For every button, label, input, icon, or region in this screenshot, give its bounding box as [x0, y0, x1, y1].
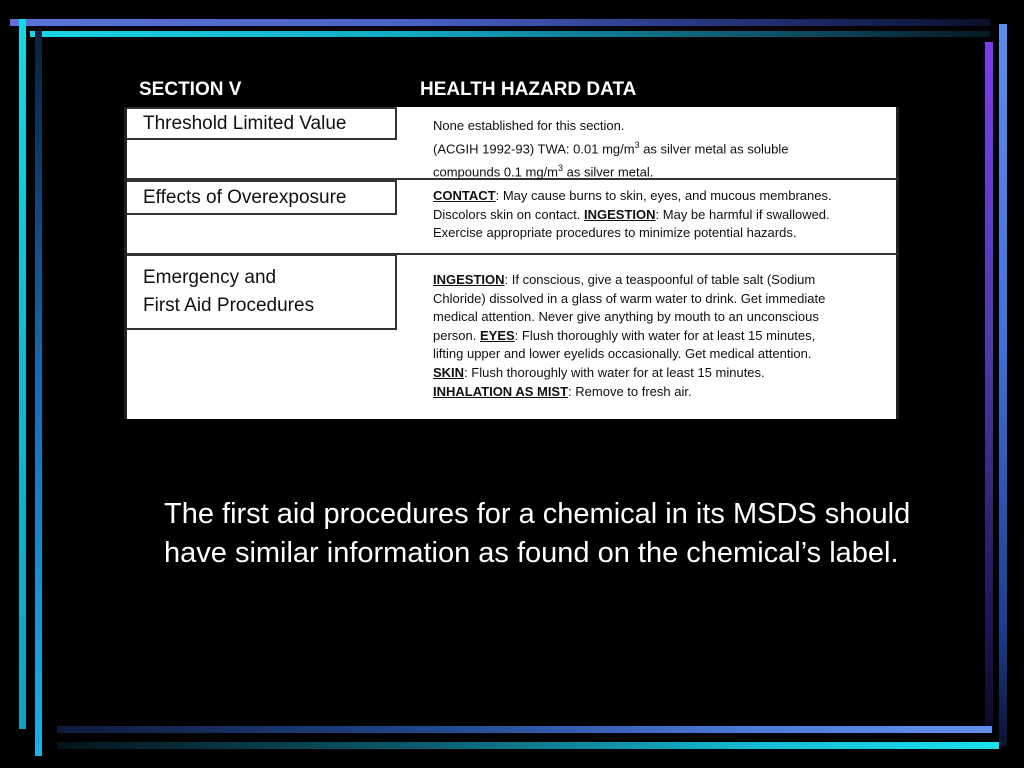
section-title: HEALTH HAZARD DATA [420, 79, 637, 100]
frame-bar-left-cyan [19, 19, 26, 729]
desc-line [433, 271, 888, 290]
row-label-effects [127, 180, 397, 215]
row-label-text-line: First Aid Procedures [143, 295, 315, 316]
hazard-keyword: INGESTION [584, 206, 656, 222]
frame-bar-top-cyan [30, 31, 990, 37]
desc-text: compounds 0.1 mg/m [433, 163, 559, 179]
desc-line [433, 308, 888, 327]
row-desc-threshold [433, 117, 888, 181]
desc-line [433, 187, 888, 206]
desc-text: Discolors skin on contact. [433, 206, 585, 222]
row-label-text: Effects of Overexposure [143, 187, 347, 208]
desc-text: : Remove to fresh air. [568, 383, 692, 399]
table-right-border [896, 107, 899, 419]
section-header [124, 73, 899, 107]
desc-line [433, 117, 888, 136]
desc-text: : May cause burns to skin, eyes, and mucous membranes. [495, 188, 832, 203]
row-label-emergency [127, 254, 397, 330]
frame-bar-left-blue [35, 31, 42, 756]
desc-text: as silver metal. [563, 163, 654, 179]
desc-text: None established for this section. [433, 118, 625, 133]
hazard-keyword: SKIN [433, 364, 465, 380]
desc-line [433, 345, 888, 364]
desc-text: Chloride) dissolved in a glass of warm water to drink. Get immediate [433, 290, 826, 306]
desc-line [433, 136, 888, 159]
row-desc-effects [433, 187, 888, 243]
frame-bar-right-blue [999, 24, 1007, 746]
desc-text: : May be harmful if swallowed. [655, 206, 830, 222]
desc-line [433, 224, 888, 243]
desc-text: : Flush thoroughly with water for at least 15 minutes, [514, 327, 816, 343]
desc-text: (ACGIH 1992-93) TWA: 0.01 mg/m [433, 140, 635, 156]
frame-bar-bottom-cyan [57, 742, 999, 749]
frame-bar-right-purple [985, 42, 993, 732]
desc-text: : If conscious, give a teaspoonful of table salt (Sodium [504, 272, 816, 287]
desc-line [433, 383, 888, 402]
frame-bar-top-blue [10, 19, 990, 26]
row-label-text: Threshold Limited Value [143, 113, 347, 134]
hazard-keyword: INHALATION AS MIST [433, 383, 569, 399]
row-label-threshold [127, 107, 397, 140]
desc-text: Exercise appropriate procedures to minimize potential hazards. [433, 225, 797, 241]
hazard-keyword: CONTACT [433, 188, 496, 203]
section-number: SECTION V [139, 79, 242, 100]
desc-text: medical attention. Never give anything by mouth to an unconscious [433, 309, 819, 325]
desc-text: lifting upper and lower eyelids occasionally. Get medical attention. [433, 346, 812, 362]
desc-text: person. [433, 327, 480, 343]
hazard-keyword: EYES [479, 327, 515, 343]
row-label-text-line: Emergency and [143, 267, 277, 288]
slide-caption: The first aid procedures for a chemical in its MSDS should have similar information as found on the chemical’s label. [164, 498, 911, 569]
superscript: 3 [634, 139, 640, 150]
desc-line [433, 327, 888, 346]
desc-line [433, 290, 888, 309]
row-desc-emergency [433, 271, 888, 401]
hazard-keyword: INGESTION [433, 272, 505, 287]
desc-text: : Flush thoroughly with water for at least 15 minutes. [464, 364, 765, 380]
superscript: 3 [558, 162, 564, 173]
desc-line [433, 159, 888, 182]
desc-line [433, 206, 888, 225]
msds-health-hazard-section [124, 73, 899, 419]
frame-bar-bottom-blue [57, 726, 992, 733]
desc-text: as silver metal as soluble [639, 140, 789, 156]
desc-line [433, 364, 888, 383]
